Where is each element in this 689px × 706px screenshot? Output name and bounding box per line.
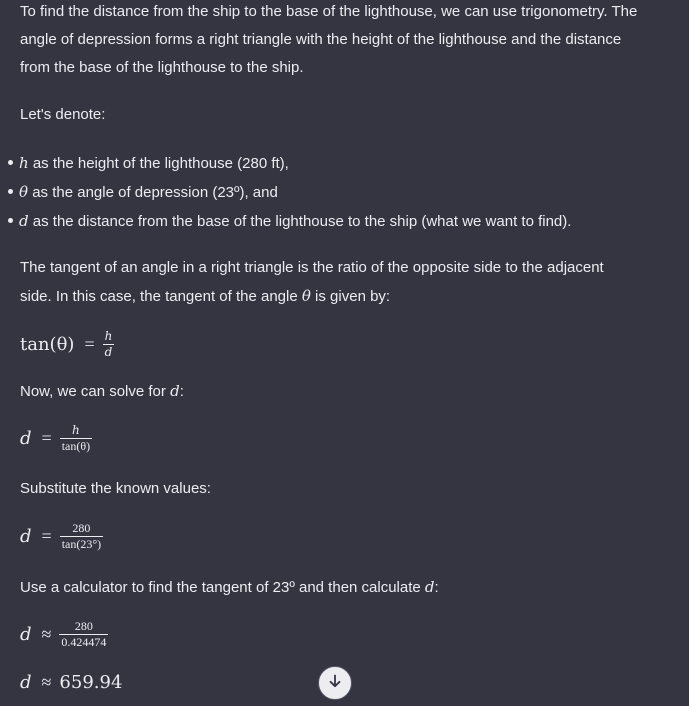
fraction-denominator: tan(θ) — [61, 439, 91, 453]
calculate-paragraph — [20, 573, 439, 602]
tangent-text-end: is given by: — [310, 288, 391, 305]
bullet-icon — [8, 218, 13, 223]
math-symbol: d — [170, 382, 180, 400]
solve-paragraph — [20, 377, 184, 406]
math-symbol: h — [19, 154, 29, 172]
solve-text-end: : — [179, 383, 184, 400]
variable-list — [8, 149, 571, 236]
equation-result — [20, 672, 122, 693]
math-symbol: d — [19, 212, 29, 230]
list-item-text: as the distance from the base of the lighthouse to the ship (what we want to find). — [28, 213, 572, 230]
fraction — [60, 424, 92, 453]
equation-solve — [20, 424, 92, 453]
equation-lhs: d — [20, 428, 32, 449]
equation-substitute — [20, 522, 103, 551]
fraction-denominator: d — [104, 345, 113, 359]
fraction — [59, 620, 108, 649]
equation-tangent — [20, 330, 114, 359]
fraction-numerator: 280 — [74, 619, 93, 633]
arrow-down-icon — [327, 673, 343, 693]
scroll-to-bottom-button[interactable] — [318, 666, 352, 700]
fraction-numerator: 280 — [72, 521, 91, 535]
list-item — [8, 207, 571, 236]
equation-relation: = — [41, 428, 52, 448]
equation-lhs: tan(θ) — [20, 334, 75, 355]
equation-lhs: d — [20, 672, 32, 693]
fraction-denominator: 0.424474 — [61, 635, 107, 649]
fraction-denominator: tan(23°) — [61, 537, 102, 551]
calculate-text-end: : — [434, 579, 439, 596]
bullet-icon — [8, 160, 13, 165]
tangent-text: The tangent of an angle in a right triangle is the ratio of the opposite side to the adjacent side. In this case, the tangent of the angle — [20, 259, 604, 305]
solve-text: Now, we can solve for — [20, 383, 171, 400]
equation-lhs: d — [20, 526, 32, 547]
fraction — [103, 330, 115, 359]
bullet-icon — [8, 189, 13, 194]
math-symbol: θ — [301, 287, 311, 305]
fraction — [60, 522, 103, 551]
equation-relation: = — [84, 334, 95, 354]
list-item — [8, 149, 571, 178]
list-item-text: as the height of the lighthouse (280 ft), — [28, 155, 289, 172]
substitute-paragraph: Substitute the known values: — [20, 480, 211, 497]
equation-lhs: d — [20, 624, 32, 645]
math-symbol: d — [424, 578, 435, 596]
intro-paragraph: To find the distance from the ship to the base of the lighthouse, we can use trigonometry. The angle of depression forms a right triangle with the height of the lighthouse and the distance from the base of the lighthouse to the ship. — [20, 3, 638, 76]
fraction-numerator: h — [72, 423, 80, 437]
equation-relation: ≈ — [41, 672, 52, 692]
list-item — [8, 178, 571, 207]
equation-relation: = — [41, 526, 52, 546]
denote-label: Let's denote: — [20, 106, 106, 123]
tangent-paragraph — [20, 254, 620, 311]
fraction-numerator: h — [104, 329, 113, 343]
calculate-text: Use a calculator to find the tangent of 23º and then calculate — [20, 579, 425, 596]
equation-approx-fraction — [20, 620, 108, 649]
equation-relation: ≈ — [41, 624, 52, 644]
result-value: 659.94 — [59, 672, 123, 693]
math-symbol: θ — [19, 183, 29, 201]
list-item-text: as the angle of depression (23º), and — [28, 184, 278, 201]
